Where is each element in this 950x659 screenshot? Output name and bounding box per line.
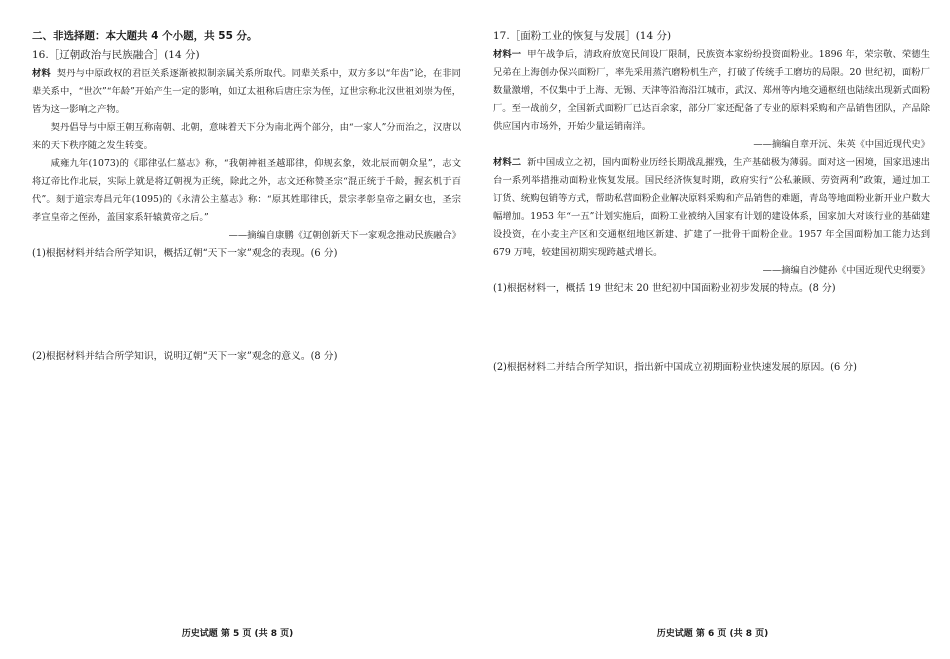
section-heading: 二、非选择题：本大题共 4 个小题，共 55 分。 — [32, 30, 258, 42]
question-17-title: 17.［面粉工业的恢复与发展］(14 分) — [493, 30, 672, 42]
material-2-text: 新中国成立之初，国内面粉业历经长期战乱摧残，生产基础极为薄弱。面对这一困境，国家迅速出台一系列举措推动面粉业恢复发展。国民经济恢复时期，政府实行“公私兼顾、劳资两利”政策，通过加工订货、统购包销等方式，帮助私营面粉企业解决原料采购和产品销售的难题，青岛等地面粉业新开业户数大幅增加。1953 年“一五”计划实施后，面粉工业被纳入国家有计划的建设体系，国家加大对该行业的基础建设投资，在小麦主产区和交通枢纽地区新建、扩建了一批骨干面粉企业。1957 年全国面粉加工能力达到 679 万吨，较建国初期实现跨越式增长。 — [493, 157, 930, 258]
material-1-text: 甲午战争后，清政府放宽民间设厂限制，民族资本家纷纷投资面粉业。1896 年，荣宗敬、荣德生兄弟在上海创办保兴面粉厂，率先采用蒸汽磨粉机生产，打破了传统手工磨坊的局限。20 世纪初，面粉厂数量激增，不仅集中于上海、无锡、天津等沿海沿江城市，武汉、郑州等内地交通枢纽也陆续出现新式面粉厂。至一战前夕，全国新式面粉厂已达百余家，部分厂家还配备了专业的原料采购和产品销售团队，产品除供应国内市场外，开始少量运销南洋。 — [493, 49, 930, 132]
question-16-1: (1)根据材料并结合所学知识，概括辽朝“天下一家”观念的表现。(6 分) — [32, 248, 338, 259]
question-17-1: (1)根据材料一，概括 19 世纪末 20 世纪初中国面粉业初步发展的特点。(8 分) — [493, 283, 836, 294]
material-1-citation: ——摘编自章开沅、朱英《中国近现代史》 — [753, 139, 930, 150]
material-text-1: 契丹与中原政权的君臣关系逐渐被拟制亲属关系所取代。同辈关系中，双方多以“年齿”论，在非同辈关系中，“世次”“年龄”开始产生一定的影响，如辽太祖称后唐庄宗为侄，辽世宗称北汉世祖刘崇为侄，皆为这一影响之产物。 — [32, 68, 461, 115]
material-citation: ——摘编自康鹏《辽朝创新天下一家观念推动民族融合》 — [228, 230, 461, 241]
material-paragraph-2: 契丹倡导与中原王朝互称南朝、北朝，意味着天下分为南北两个部分，由“一家人”分而治之，汉唐以来的天下秩序随之发生转变。 — [32, 122, 461, 151]
question-16-title: 16.［辽朝政治与民族融合］(14 分) — [32, 49, 200, 61]
material-2-citation: ——摘编自沙健孙《中国近现代史纲要》 — [762, 265, 930, 276]
material-2-paragraph — [493, 154, 930, 262]
page-footer: 历史试题 第 5 页 (共 8 页) — [181, 629, 294, 639]
exam-page-6 — [475, 0, 950, 659]
question-16-2: (2)根据材料并结合所学知识，说明辽朝“天下一家”观念的意义。(8 分) — [32, 351, 338, 362]
page-footer: 历史试题 第 6 页 (共 8 页) — [656, 629, 769, 639]
material-1-paragraph — [493, 46, 930, 136]
material-paragraph-1 — [32, 65, 461, 119]
material-2-label: 材料二 — [493, 157, 522, 168]
question-17-2: (2)根据材料二并结合所学知识，指出新中国成立初期面粉业快速发展的原因。(6 分) — [493, 362, 857, 373]
material-label: 材料 — [32, 68, 51, 79]
material-1-label: 材料一 — [493, 49, 522, 60]
material-paragraph-3: 咸雍九年(1073)的《耶律弘仁墓志》称，“我朝神祖圣越耶律，仰规玄象，效北辰而朝众星”，志文将辽帝比作北辰，实际上就是将辽朝视为正统，除此之外，志文还称赞圣宗“混正统于千龄，握玄机于百代”。刻于道宗寿昌元年(1095)的《永清公主墓志》称：“原其姓耶律氏，景宗孝彰皇帝之嗣女也，圣宗孝宣皇帝之侄孙，盖国家系轩辕黄帝之后。” — [32, 158, 461, 223]
